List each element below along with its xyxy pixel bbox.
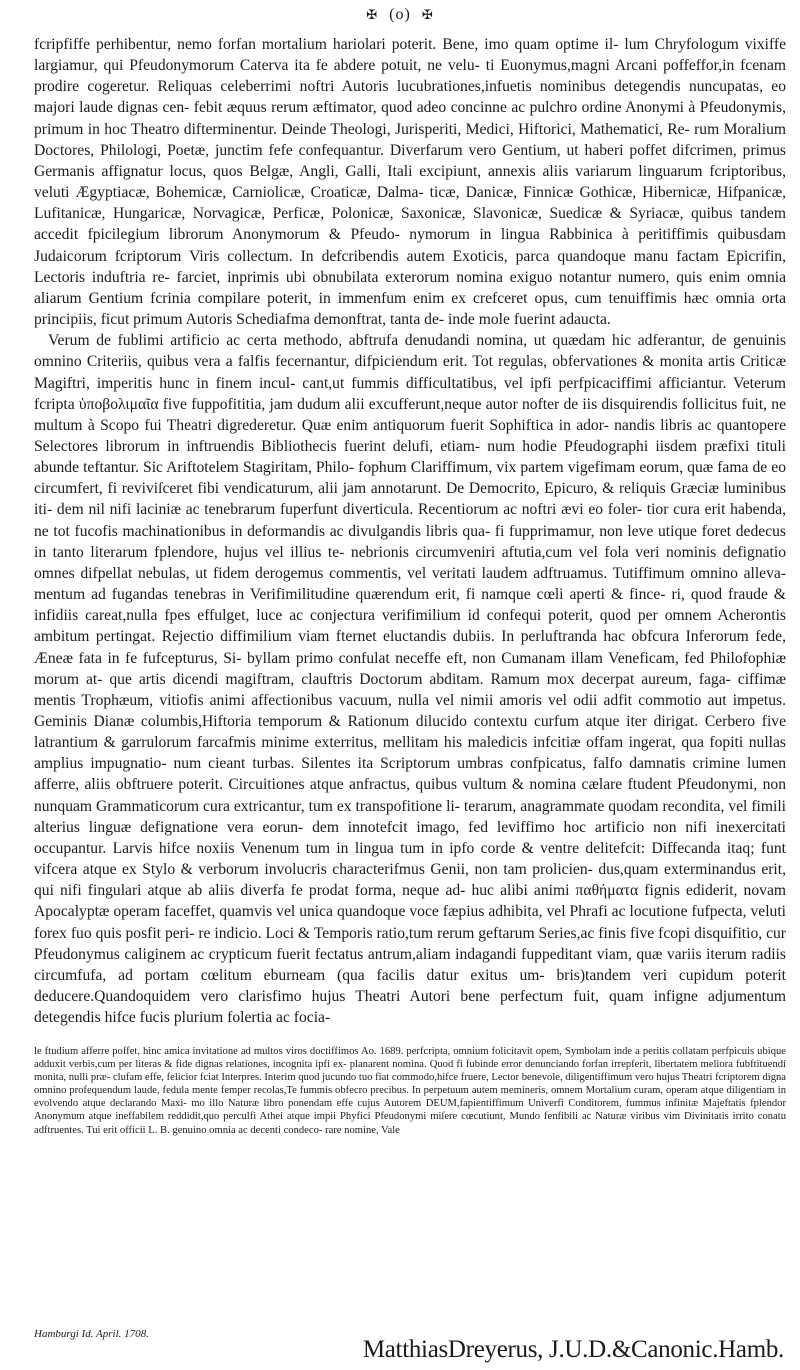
closing-notes: le ftudium afferre poffet, hinc amica invitatione ad multos viros doctiffimos Ao. 1689. perfcripta, omnium folicitavit opem, Symbolam inde a peritis collatam perfpicuis ubique adduxit verbis,cum per literas & fide dignas relationes, incognita ipfi ex- planarent nomina. Quod fi fubinde error denunciando forfan irrepferit, libertatem meliora fubftituendi monita, nulli præ- clufam effe, felicior fciat Interpres. Interim quod jucundo tuo fiat commodo,hifce fruere, Lector benevole, diligentiffimum vero hujus Theatri fcriptorem digna omnino profequendum laude, fedula mente femper recolas,Te fummis obfecro precibus. In perpetuum autem memineris, omnem Mortalium curam, operam atque diligentiam in evolvendo atque declarando Maxi- mo illo Naturæ libro ponendam effe cujus Autorem DEUM,fapientiffimum Univerfi Conditorem, fummus infinitæ Majeftatis fplendor Anonymum atque ineffabilem reddidit,quo perculfi Athei atque impii Phyfici Pfeudonymi miſere cœcutiunt, Mundo fenfibili ac Naturæ viribus vim Divinitatis irrito conatu adftruentes. Tui erit officii L. B. genuino omnia ac decenti condeco- rare nomine, Vale <box>34 1046 786 1136</box>
page-marker: (o) <box>389 6 411 23</box>
preface-body <box>34 34 786 1028</box>
author-signature: MatthiasDreyerus, J.U.D.&Canonic.Hamb. <box>362 1336 784 1363</box>
place-and-date: Hamburgi Id. April. 1708. <box>34 1328 149 1340</box>
page-header <box>0 6 800 24</box>
ornament-right-icon: ✠ <box>421 7 434 22</box>
ornament-left-icon: ✠ <box>366 7 379 22</box>
paragraph-2: Verum de fublimi artificio ac certa methodo, abftrufa denudandi nomina, ut quædam hic adferantur, de genuinis omnino Criteriis, quibus vera a falfis fecernantur, difpiciendum erit. Tot regulas, obfervationes & monita artis Criticæ Magiftri, imperitis hunc in finem incul- cant,ut fummis difficultatibus, vel ipfi perfpicaciffimi afficiantur. Veterum fcripta ὑποβολιμαῖα five fuppofititia, jam dudum alii excufferunt,neque autor nofter de iis disquirendis follicitus fuit, ne multum à Scopo fui Theatri digrederetur. Quæ enim antiquorum fuerit Sophiftica in ador- nandis libris ac quantopere Selectores librorum in inftruendis Bibliothecis fuerint delufi, etiam- num hodie Pfeudographi iisdem præfixi tituli abunde teftantur. Sic Ariftotelem Stagiritam, Philo- fophum Clariffimum, vix partem vigefimam eorum, quæ fama de eo circumfert, fi reviviſceret fibi vendicaturum, alii jam annotarunt. De Democrito, Epicuro, & reliquis Græciæ luminibus iti- dem nil nifi laciniæ ac tenebrarum fuperfunt diverticula. Recentiorum ac noftri ævi eo foler- tior cura erit habenda, ne tot fucofis machinationibus in deformandis ac divulgandis libris qua- fi fupprimamur, non leve utique foret dedecus in tanto literarum fplendore, hujus vel illius te- nebrionis circumveniri aftutia,cum vel fola veri nominis defignatio omnes difpellat nebulas, ut fidem derogemus commentis, vel veritati laudem adftruamus. Tutiffimum omnino alleva- mentum ad fugandas tenebras in Verifimilitudine quærendum erit, fi namque cœli aperti & fince- ri, quod fraude & infidiis careat,nulla fpes effulget, luce ac conjectura verifimilium id confequi poterit, quod per omnem Acherontis ambitum pertingat. Rejectio diffimilium viam fternet eluctandis dubiis. In perluftranda hac obfcura Inferorum fede, Æneæ fata in fe fufcepturus, Si- byllam primo confulat neceffe eft, non Cumanam illam Veneficam, fed Philofophiæ morum at- que artis dicendi magiftram, clauftris Doctorum abditam. Ramum mox decerpat aureum, faga- ciffimæ mentis Trophæum, vitiofis animi affectionibus vacuum, nulla vel nimii amoris vel odii adfit commotio aut impetus. Geminis Dianæ columbis,Hiftoria temporum & Rationum dilucido contextu curfum atque iter dirigat. Cerbero five latrantium & garrulorum farcafmis minime exterritus, mellitam his maledicis infcitiæ offam ingerat, qua fopiti nullas amplius impugnatio- num cieant turbas. Silentes ita Scriptorum umbras confpicatus, falfo damnatis crimine lumen afferre, aliis obftruere poterit. Circuitiones atque anfractus, quibus vultum & nomina cælare ftudent Pfeudonymi, non nunquam Grammaticorum cura extricantur, tum ex transpofitione li- terarum, anagrammate quodam recondita, vel fimili alterius linguæ defignatione vera eorun- dem innotefcit imago, fed leviffimo hoc artificio non nifi inexercitati occupantur. Larvis hifce noxiis Venenum tum in lingua tum in ipfo corde & ventre delitefcit: Diffecanda itaq; funt vifcera atque ex Stylo & verborum involucris characterifmus Genii, non tam prolicien- dus,quam exterminandus erit, qui nifi fingulari atque ab aliis diverfa fe prodat forma, neque ad- huc alibi animi παθήματα fignis ediderit, novam Apocalyptæ operam faceffet, quamvis vel unica quandoque voce fæpius adhibita, vel Phrafi ac locutione fufpecta, veluti forex fuo quis posfit peri- re indicio. Loci & Temporis ratio,tum rerum geftarum Series,ac finis five fcopi disquifitio, cur Pfeudonymus caliginem ac crypticum fuerit fectatus antrum,aliam indagandi fuppeditant viam, quæ variis iterum radiis circumfufa, ad portam cœlitum eburneam (qua facilis datur exitus um- bris)tandem veri cupidum poterit deducere.Quandoquidem vero clarisfimo hujus Theatri Autori bene perfectum fuit, quam infigne adjumentum detegendis hifce fucis plurium folertia ac focia- <box>34 332 786 1027</box>
paragraph-1: fcripfiffe perhibentur, nemo forfan mortalium hariolari poterit. Bene, imo quam optime il- lum Chryfologum vixiffe largiamur, qui Pfeudonymorum Caterva ita fe abdere potuit, ne velu- ti Euonymus,magni Arcani poffeffor,in fcenam prodire cogeretur. Reliquas celeberrimi noftri Autoris lucubrationes,infuetis nominibus detegendis nuncupatas, eo majori laude dignas cen- febit æquus rerum æftimator, quod adeo concinne ac pulchro ordine Anonymi à Pfeudonymis, primum in hoc Theatro difterminentur. Deinde Theologi, Jurisperiti, Medici, Hiftorici, Mathematici, Re- rum Moralium Doctores, Philologi, Poetæ, junctim fefe confequantur. Diverfarum vero Gentium, ut haberi poffet difcrimen, primus Germanis affignatur locus, quos Belgæ, Angli, Galli, Itali excipiunt, annexis aliis variarum linguarum fcriptoribus, veluti Ægyptiacæ, Bohemicæ, Carniolicæ, Croaticæ, Dalma- ticæ, Danicæ, Finnicæ Gothicæ, Hibernicæ, Hifpanicæ, Lufitanicæ, Hungaricæ, Norvagicæ, Perficæ, Polonicæ, Saxonicæ, Slavonicæ, Suedicæ & Syriacæ, quibus tandem accedit fpicilegium librorum Anonymorum & Pfeudo- nymorum in lingua Rabbinica à peritiffimis quibusdam Judaicorum fcriptorum Viris collectum. In defcribendis autem Exoticis, parca quandoque manu factam Epicrifin, Lectoris induftria re- farciet, inprimis ubi obnubilata exterorum nomina exiguo notantur numero, quis enim omnia aliarum Gentium fcrinia compilare poterit, in immenfum enim ex crefceret opus, cum tenuiffimis hæc omnia orta principiis, ficut primum Autoris Schediafma demonftrat, tanta de- inde mole fuerint adaucta. <box>34 36 786 329</box>
